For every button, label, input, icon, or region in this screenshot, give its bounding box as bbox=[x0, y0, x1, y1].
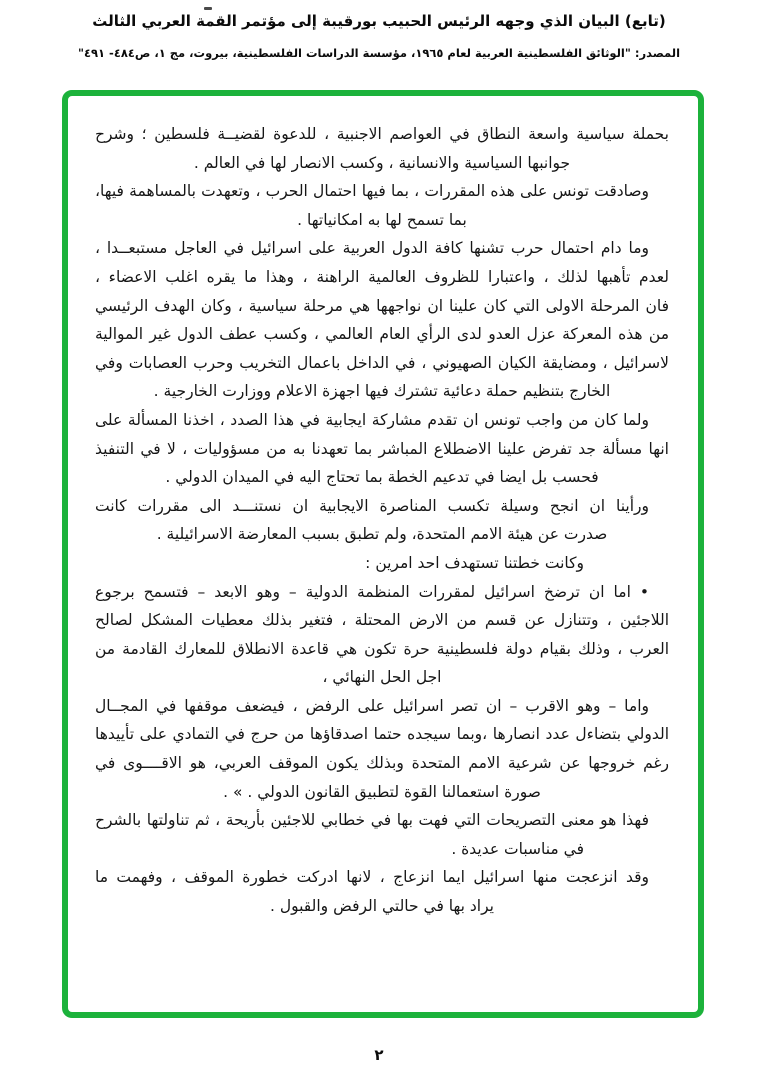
text-line: وقد انزعجت منها اسرائيل ايما انزعاج ، لانها ادركت خطورة الموقف ، وفهمت ما bbox=[95, 868, 649, 887]
paragraph bbox=[95, 492, 669, 549]
text-line: رغم خروجها عن شرعية الامم المتحدة وبذلك يكون الموقف العربي، هو الاقــــوى في bbox=[95, 754, 669, 773]
text-line: من هذه المعركة عزل العدو لدى الرأي العام العالمي ، وكسب عطف الدول غير الموالية bbox=[95, 325, 669, 344]
text-line: صدرت عن هيئة الامم المتحدة، ولم تطبق بسبب المعارضة الاسرائيلية . bbox=[156, 525, 608, 544]
text-line: ولما كان من واجب تونس ان تقدم مشاركة ايجابية في هذا الصدد ، اخذنا المسألة على bbox=[95, 410, 649, 429]
text-line: الخارج بتنظيم حملة دعائية تشترك فيها اجهزة الاعلام ووزارت الخارجية . bbox=[153, 382, 611, 401]
text-line: وصادقت تونس على هذه المقررات ، بما فيها احتمال الحرب ، وتعهدت بالمساهمة فيها، bbox=[95, 182, 649, 201]
page-title: (تابع) البيان الذي وجهه الرئيس الحبيب بورقيبة إلى مؤتمر القمة العربي الثالث bbox=[92, 12, 666, 30]
text-line: صورة استعمالنا القوة لتطبيق القانون الدولي . » . bbox=[223, 782, 541, 801]
text-line: لاسرائيل ، ومضايقة الكيان الصهيوني ، في الداخل باعمال التخريب وحرب العصابات وفي bbox=[95, 353, 669, 372]
paragraph bbox=[95, 177, 669, 234]
document-frame bbox=[62, 90, 704, 1018]
text-line: الدولي بتضاءل عدد انصارها ،وبما سيجده حتما اصدقاؤها من حرج في التمادي على تأييدها bbox=[95, 725, 669, 744]
text-line: اجل الحل النهائي ، bbox=[322, 668, 442, 687]
text-line: ورأينا ان انجح وسيلة تكسب المناصرة الايجابية ان نستنـــد الى مقررات كانت bbox=[95, 496, 649, 515]
text-line: فهذا هو معنى التصريحات التي فهت بها في خطابي للاجئين بأريحة ، ثم تناولتها بالشرح bbox=[95, 811, 649, 830]
text-line: في مناسبات عديدة . bbox=[451, 839, 584, 858]
paragraph bbox=[95, 234, 669, 406]
text-line: يراد بها في حالتي الرفض والقبول . bbox=[270, 897, 494, 916]
source-line: المصدر: "الوثائق الفلسطينية العربية لعام ١٩٦٥، مؤسسة الدراسات الفلسطينية، بيروت، مج ١، ص٤٨٤- ٤٩١" bbox=[77, 46, 681, 60]
paragraph bbox=[95, 549, 669, 578]
text-line: وما دام احتمال حرب تشنها كافة الدول العربية على اسرائيل في العاجل مستبعــدا ، bbox=[95, 239, 649, 258]
paragraph bbox=[95, 406, 669, 492]
text-line: بما تسمح لها به امكانياتها . bbox=[297, 210, 467, 229]
document-body bbox=[68, 96, 698, 1012]
paragraph bbox=[95, 578, 669, 692]
paragraph bbox=[95, 692, 669, 806]
text-line: لعدم تأهبها لذلك ، واعتبارا للظروف العالمية الراهنة ، وهذا ما يقره اغلب الاعضاء ، bbox=[95, 267, 669, 286]
text-line: وكانت خطتنا تستهدف احد امرين : bbox=[365, 553, 584, 572]
scan-artifact-mark bbox=[204, 7, 212, 10]
text-line: فان المرحلة الاولى التي كان علينا ان نواجهها هي مرحلة سياسية ، وكان الهدف الرئيسي bbox=[95, 296, 669, 315]
text-line: انها مسألة جد تفرض علينا الاضطلاع المباشر بما تعهدنا به من مسؤوليات ، لا في التنفيذ bbox=[95, 439, 669, 458]
paragraph bbox=[95, 806, 669, 863]
text-line: اللاجئين ، وتتنازل عن قسم من الارض المحتلة ، فتغير بذلك معطيات المشكل لصالح bbox=[95, 611, 669, 630]
text-line: العرب ، وذلك بقيام دولة فلسطينية حرة تكون هي قاعدة الانطلاق للمعارك القادمة من bbox=[95, 639, 669, 658]
page-number: ٢ bbox=[374, 1046, 384, 1064]
text-line: فحسب بل ايضا في تدعيم الخطة بما تحتاج اليه في الميدان الدولي . bbox=[165, 468, 599, 487]
text-line: بحملة سياسية واسعة النطاق في العواصم الاجنبية ، للدعوة لقضيــة فلسطين ؛ وشرح bbox=[95, 125, 669, 143]
text-line: جوانبها السياسية والانسانية ، وكسب الانصار لها في العالم . bbox=[193, 153, 571, 172]
paragraph bbox=[95, 120, 669, 177]
text-line: • اما ان ترضخ اسرائيل لمقررات المنظمة الدولية – وهو الابعد – فتسمح برجوع bbox=[95, 582, 649, 601]
text-line: واما – وهو الاقرب – ان تصر اسرائيل على الرفض ، فيضعف موقفها في المجــال bbox=[95, 696, 649, 715]
paragraph bbox=[95, 863, 669, 920]
